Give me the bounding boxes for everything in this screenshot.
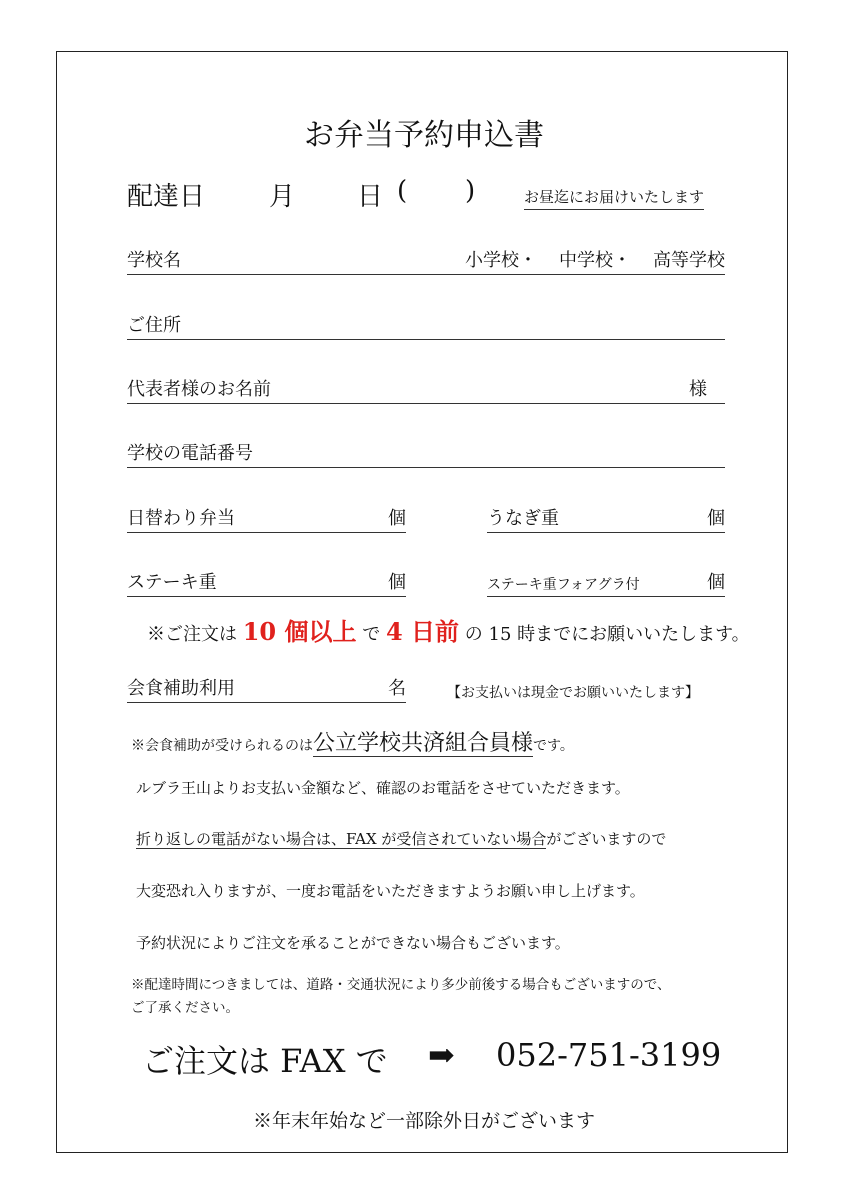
school-type-options — [465, 246, 725, 272]
address-field[interactable] — [127, 312, 725, 340]
order-min-qty: 10 個以上 — [242, 617, 357, 646]
order-note-post: の 15 時までにお願いいたします。 — [464, 624, 750, 645]
subsidy-unit: 名 — [388, 678, 406, 699]
fax-not-received-paragraph — [136, 828, 666, 849]
item-steak-ju[interactable] — [127, 570, 406, 597]
honorific-label: 様 — [689, 379, 707, 400]
subsidy-note-post: です。 — [533, 738, 574, 754]
separator: ・ — [613, 250, 631, 271]
school-type-elementary[interactable]: 小学校 — [465, 250, 519, 271]
availability-paragraph: 予約状況によりご注文を承ることができない場合もございます。 — [136, 934, 570, 952]
delivery-date-label: 配達日 — [127, 182, 206, 212]
phone-field[interactable] — [127, 441, 725, 468]
fax-order-label: ご注文は FAX で — [142, 1042, 388, 1080]
item-daily-bento[interactable] — [127, 506, 406, 533]
delivery-note: お昼迄にお届けいたします — [524, 186, 704, 210]
item-name: ステーキ重 — [127, 572, 217, 593]
school-name-field[interactable] — [127, 248, 725, 275]
school-type-high[interactable]: 高等学校 — [653, 250, 725, 271]
order-condition-note — [147, 612, 750, 647]
item-steak-foiegras[interactable] — [487, 570, 725, 597]
item-unit: 個 — [388, 508, 406, 529]
paren-open: ( — [397, 176, 408, 206]
separator: ・ — [519, 250, 537, 271]
paren-close: ) — [465, 176, 476, 206]
confirm-call-paragraph: ルブラ王山よりお支払い金額など、確認のお電話をさせていただきます。 — [136, 779, 630, 797]
subsidy-eligible: 公立学校共済組合員様 — [313, 731, 534, 756]
subsidy-label: 会食補助利用 — [127, 678, 235, 699]
item-unit: 個 — [707, 508, 725, 529]
fax-number[interactable]: 052-751-3199 — [496, 1036, 722, 1074]
delivery-time-note-line2: ご了承ください。 — [131, 1000, 239, 1016]
month-label: 月 — [269, 182, 296, 212]
item-name: ステーキ重フォアグラ付 — [487, 577, 640, 593]
delivery-time-note-line1: ※配達時間につきましては、道路・交通状況により多少前後する場合もございますので、 — [131, 977, 671, 993]
fax-para-underlined: 折り返しの電話がない場合は、FAX が受信されていない場合 — [136, 830, 547, 848]
order-note-pre: ※ご注文は — [147, 624, 237, 645]
address-label: ご住所 — [127, 315, 181, 336]
subsidy-note — [131, 726, 574, 757]
footer-note: ※年末年始など一部除外日がございます — [252, 1110, 595, 1132]
rep-name-label: 代表者様のお名前 — [127, 379, 271, 400]
phone-label: 学校の電話番号 — [127, 443, 253, 464]
subsidy-note-pre: ※会食補助が受けられるのは — [131, 738, 313, 754]
item-unit: 個 — [388, 572, 406, 593]
call-request-paragraph: 大変恐れ入りますが、一度お電話をいただきますようお願い申し上げます。 — [136, 882, 645, 900]
fax-para-rest: がございますので — [546, 830, 667, 848]
arrow-right-icon: ➡ — [428, 1036, 455, 1074]
item-name: うなぎ重 — [487, 508, 559, 529]
day-label: 日 — [357, 182, 384, 212]
school-type-middle[interactable]: 中学校 — [559, 250, 613, 271]
order-days-before: 4 日前 — [385, 617, 460, 646]
school-name-label: 学校名 — [127, 250, 181, 271]
item-unaju[interactable] — [487, 506, 725, 533]
rep-name-field[interactable] — [127, 377, 725, 404]
subsidy-field[interactable] — [127, 676, 406, 703]
order-note-mid: で — [362, 624, 381, 645]
item-name: 日替わり弁当 — [127, 508, 235, 529]
item-unit: 個 — [707, 572, 725, 593]
payment-note: 【お支払いは現金でお願いいたします】 — [447, 685, 699, 701]
form-title: お弁当予約申込書 — [304, 118, 544, 153]
